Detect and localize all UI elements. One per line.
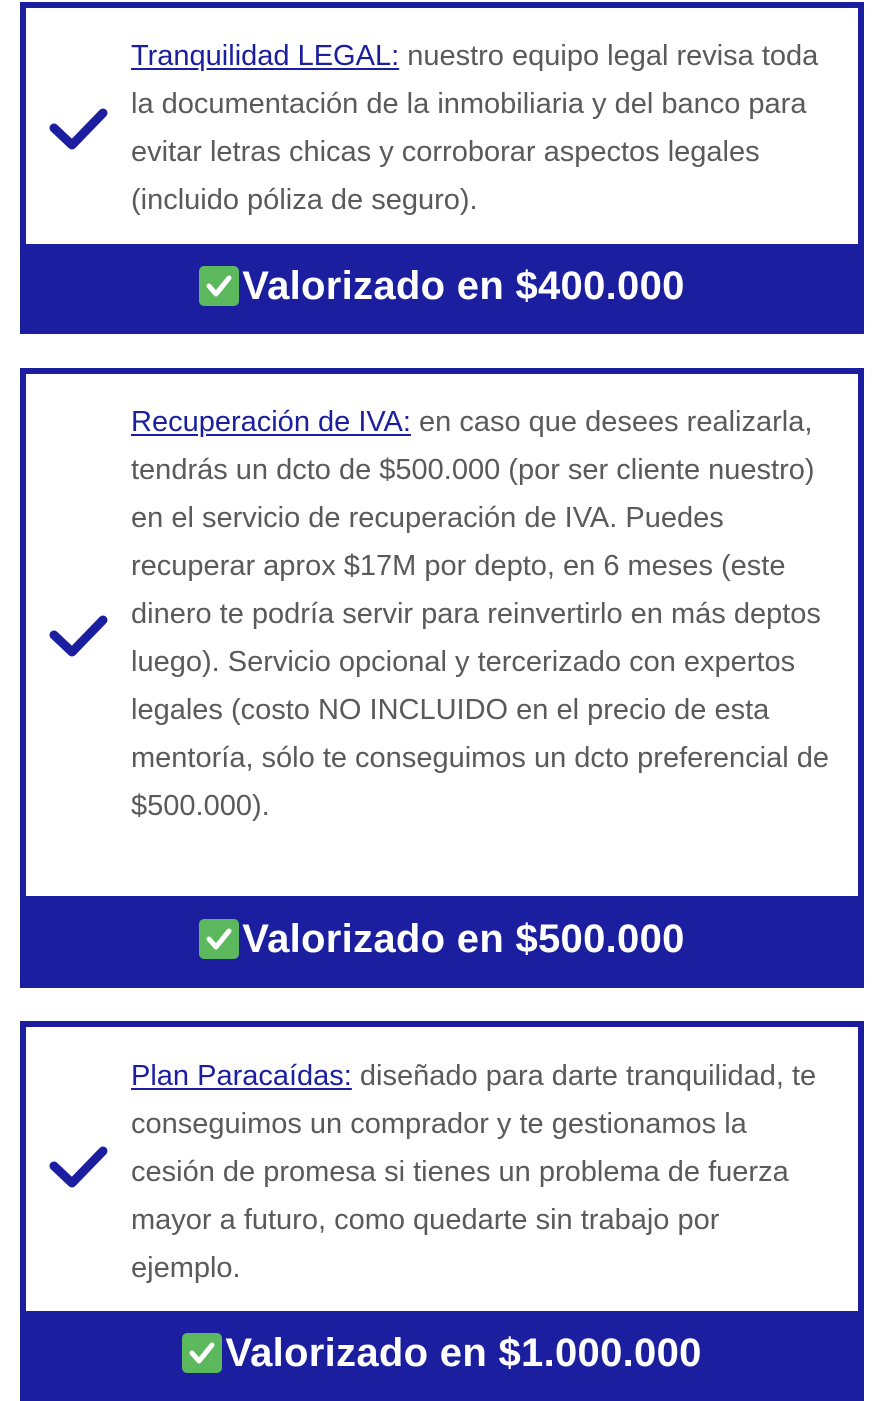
valuation-text: Valorizado en $500.000 [242, 916, 685, 961]
check-mark-button-icon [182, 1333, 222, 1373]
benefit-link-recuperacion-iva[interactable]: Recuperación de IVA: [131, 406, 411, 438]
benefit-card-paracaidas [20, 1021, 864, 1401]
benefit-text [131, 398, 832, 830]
benefit-description: nuestro equipo legal revisa toda la documentación de la inmobiliaria y del banco para evitar letras chicas y corroborar aspectos legales (incluido póliza de seguro). [131, 40, 819, 216]
checkmark-icon [46, 1142, 110, 1192]
benefit-text [131, 32, 832, 224]
benefit-card-body [26, 1027, 858, 1311]
valuation-text: Valorizado en $1.000.000 [225, 1330, 702, 1375]
valuation-banner [26, 896, 858, 982]
benefit-link-tranquilidad-legal[interactable]: Tranquilidad LEGAL: [131, 40, 400, 72]
check-mark-button-icon [199, 266, 239, 306]
checkmark-icon [46, 104, 110, 154]
checkmark-icon [46, 611, 110, 661]
valuation-text: Valorizado en $400.000 [242, 263, 685, 308]
benefit-card-body [26, 374, 858, 896]
benefit-card-iva [20, 368, 864, 988]
valuation-banner [26, 244, 858, 328]
check-mark-button-icon [199, 919, 239, 959]
benefit-description: diseñado para darte tranquilidad, te conseguimos un comprador y te gestionamos la cesión de promesa si tienes un problema de fuerza mayor a futuro, como quedarte sin trabajo por ejemplo. [131, 1060, 817, 1284]
valuation-banner [26, 1311, 858, 1395]
benefit-text [131, 1052, 832, 1292]
benefit-card-body [26, 8, 858, 244]
benefit-link-plan-paracaidas[interactable]: Plan Paracaídas: [131, 1060, 352, 1092]
benefit-card-legal [20, 2, 864, 334]
benefit-description: en caso que desees realizarla, tendrás un dcto de $500.000 (por ser cliente nuestro) en el servicio de recuperación de IVA. Puedes recuperar aprox $17M por depto, en 6 meses (este dinero te podría servir para reinvertirlo en más deptos luego). Servicio opcional y tercerizado con expertos legales (costo NO INCLUIDO en el precio de esta mentoría, sólo te conseguimos un dcto preferencial de $500.000). [131, 406, 830, 822]
